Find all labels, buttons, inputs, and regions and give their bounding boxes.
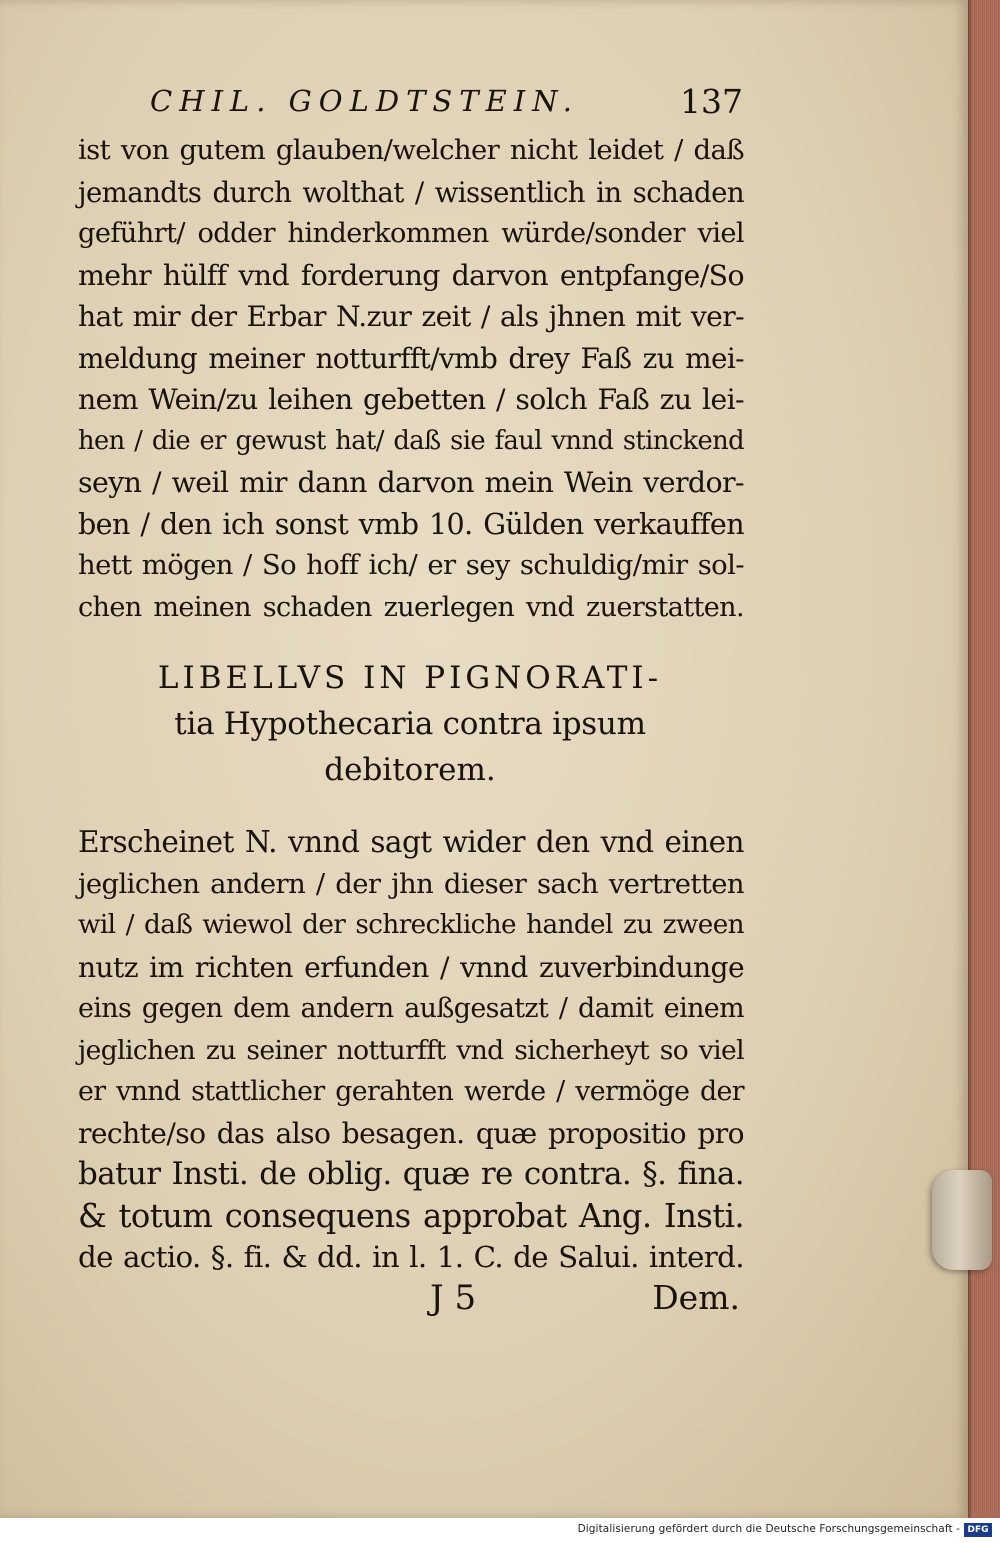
text-line: nutz im richten erfunden / vnnd zuverbindunge <box>78 950 744 984</box>
text-line: & totum consequens approbat Ang. Insti. <box>78 1196 744 1235</box>
text-line: Erscheinet N. vnnd sagt wider den vnd einen <box>78 825 744 859</box>
text-line: nem Wein/zu leihen gebetten / solch Faß zu lei- <box>78 383 744 416</box>
text-line: er vnnd stattlicher gerahten werde / vermöge der <box>78 1076 744 1107</box>
text-line: ist von gutem glauben/welcher nicht leidet / daß <box>78 135 744 166</box>
text-line: hat mir der Erbar N.zur zeit / als jhnen mit ver- <box>78 300 744 333</box>
text-line: eins gegen dem andern außgesatzt / damit einem <box>78 993 744 1024</box>
text-line: jeglichen andern / der jhn dieser sach vertretten <box>78 868 744 900</box>
text-line: chen meinen schaden zuerlegen vnd zuerstatten. <box>78 591 744 623</box>
dfg-logo-icon: DFG <box>964 1523 992 1537</box>
page-edges <box>968 0 1000 1518</box>
text-line: batur Insti. de oblig. quæ re contra. §. fina. <box>78 1156 744 1192</box>
book-clasp <box>932 1170 992 1270</box>
text-line: rechte/so das also besagen. quæ propositio pro <box>78 1116 744 1150</box>
text-line: jemandts durch wolthat / wissentlich in schaden <box>78 175 744 209</box>
page-footer-marks <box>430 1278 740 1328</box>
text-line: jeglichen zu seiner notturfft vnd sicherheyt so viel <box>78 1034 744 1066</box>
text-line: hett mögen / So hoff ich/ er sey schuldig/mir sol- <box>78 550 744 581</box>
text-line: ben / den ich sonst vmb 10. Gülden verkauffen <box>78 506 744 541</box>
signature-mark: J 5 <box>430 1278 477 1318</box>
page-number: 137 <box>680 82 743 121</box>
catchword: Dem. <box>652 1278 740 1317</box>
text-line: meldung meiner notturfft/vmb drey Faß zu mei- <box>78 341 744 375</box>
running-head <box>150 84 750 124</box>
text-line: de actio. §. fi. & dd. in l. 1. C. de Salui. interd. <box>78 1240 744 1274</box>
section-heading-line: tia Hypothecaria contra ipsum <box>174 706 646 742</box>
text-line: mehr hülff vnd forderung darvon entpfange/So <box>78 258 744 292</box>
digitization-footer <box>0 1518 1000 1543</box>
section-heading-line: LIBELLVS IN PIGNORATI- <box>157 660 663 696</box>
paragraph-1 <box>78 130 744 628</box>
text-line: seyn / weil mir dann darvon mein Wein verdor- <box>78 466 744 499</box>
section-heading <box>80 655 740 793</box>
paragraph-2 <box>78 822 744 1279</box>
section-heading-line: debitorem. <box>324 752 496 788</box>
text-line: geführt/ odder hinderkommen würde/sonder viel <box>78 218 744 249</box>
text-line: wil / daß wiewol der schreckliche handel zu zween <box>78 910 744 940</box>
text-line: hen / die er gewust hat/ daß sie faul vnnd stinckend <box>78 425 744 456</box>
running-head-title: CHIL. GOLDTSTEIN. <box>150 84 579 118</box>
funding-credit: Digitalisierung gefördert durch die Deutsche Forschungsgemeinschaft - <box>577 1523 960 1535</box>
